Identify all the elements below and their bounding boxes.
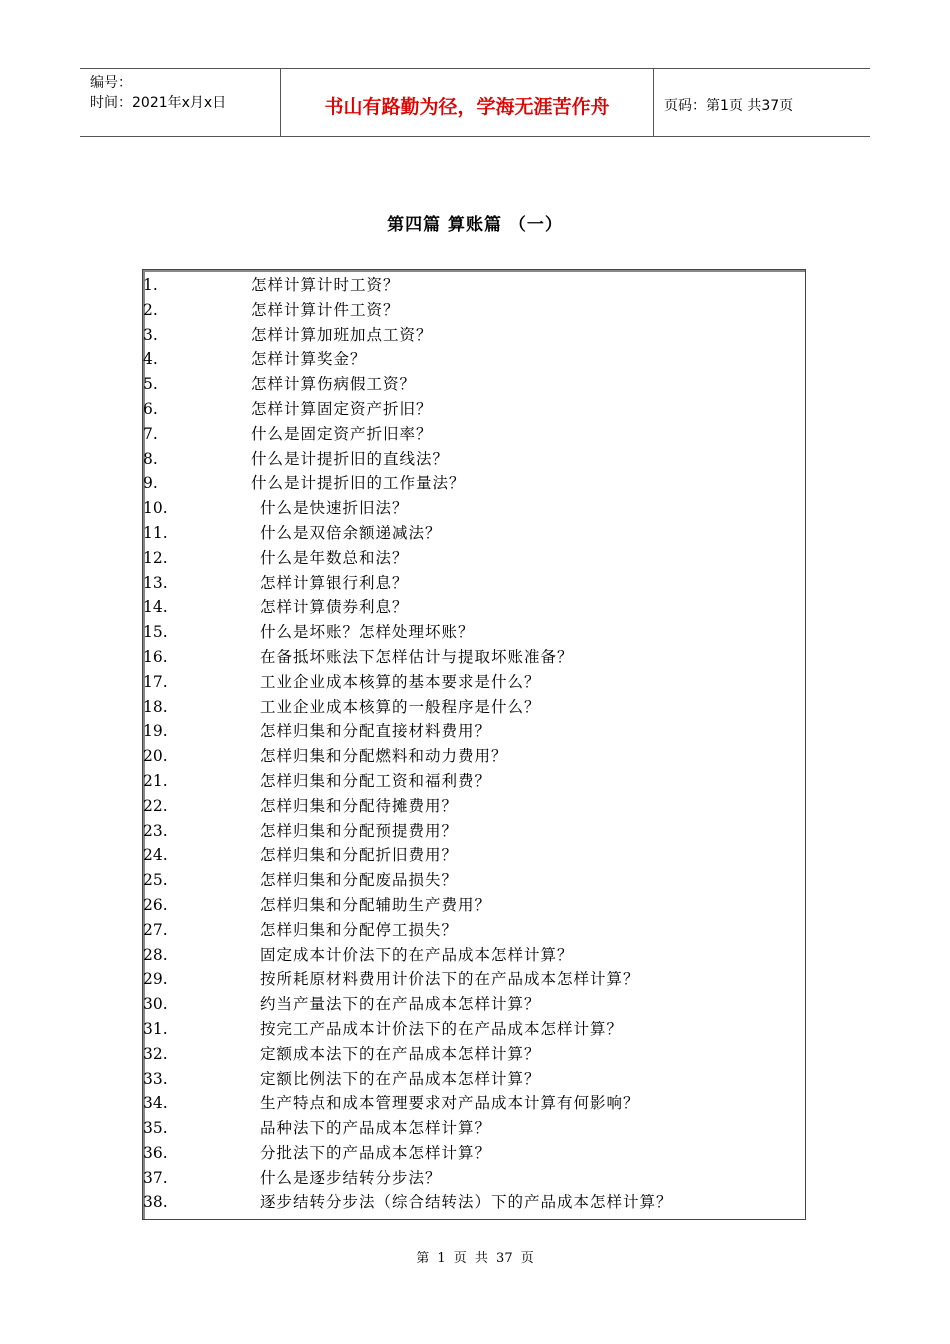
toc-item-number: 4. — [143, 350, 158, 369]
toc-item-number: 34. — [143, 1094, 168, 1113]
toc-item-number: 2. — [143, 300, 158, 319]
toc-item-number: 25. — [143, 871, 168, 890]
toc-item-title: 怎样计算计时工资？ — [251, 276, 400, 294]
toc-item-number: 29. — [143, 970, 168, 989]
toc-item-number: 8. — [143, 449, 158, 468]
toc-item — [143, 868, 805, 893]
toc-item — [143, 298, 805, 323]
toc-item — [143, 719, 805, 744]
toc-item-number: 13. — [143, 573, 168, 592]
toc-item-title: 工业企业成本核算的一般程序是什么？ — [260, 697, 541, 716]
toc-item-title: 在备抵坏账法下怎样估计与提取坏账准备？ — [260, 647, 574, 666]
toc-item-title: 按完工产品成本计价法下的在产品成本怎样计算？ — [260, 1019, 624, 1038]
toc-item-number: 10. — [143, 499, 168, 518]
toc-item — [143, 471, 805, 496]
toc-item — [143, 372, 805, 397]
toc-item-number: 20. — [143, 747, 168, 766]
toc-item — [143, 496, 805, 521]
toc-item-number: 3. — [143, 325, 158, 344]
toc-item — [143, 595, 805, 620]
table-of-contents — [142, 269, 806, 1220]
toc-item — [143, 967, 805, 992]
toc-item-title: 约当产量法下的在产品成本怎样计算？ — [260, 995, 541, 1014]
toc-item-number: 17. — [143, 672, 168, 691]
toc-item — [143, 1067, 805, 1092]
toc-item — [143, 546, 805, 571]
toc-item-title: 怎样归集和分配待摊费用？ — [260, 796, 459, 815]
header-page-info: 页码：第1页 共37页 — [664, 97, 794, 114]
toc-item-title: 什么是坏账？怎样处理坏账？ — [260, 623, 475, 642]
toc-item — [143, 744, 805, 769]
header-info-cell — [80, 69, 281, 136]
toc-item-title: 怎样计算加班加点工资？ — [251, 325, 433, 344]
toc-item-title: 怎样归集和分配辅助生产费用？ — [260, 895, 492, 914]
toc-item-number: 21. — [143, 771, 168, 790]
toc-item-title: 品种法下的产品成本怎样计算？ — [260, 1119, 492, 1138]
toc-item — [143, 893, 805, 918]
toc-item — [143, 1091, 805, 1116]
toc-item-title: 怎样归集和分配燃料和动力费用？ — [260, 747, 508, 766]
toc-item-number: 37. — [143, 1168, 168, 1187]
toc-item-title: 怎样计算奖金？ — [251, 350, 367, 369]
toc-item-number: 30. — [143, 995, 168, 1014]
toc-item-title: 什么是年数总和法？ — [260, 548, 409, 567]
toc-item-number: 15. — [143, 623, 168, 642]
toc-item — [143, 918, 805, 943]
toc-item-number: 22. — [143, 796, 168, 815]
toc-item-title: 怎样计算计件工资？ — [251, 300, 400, 319]
toc-item — [143, 521, 805, 546]
toc-item — [143, 992, 805, 1017]
page-footer: 第 1 页 共 37 页 — [416, 1251, 534, 1266]
toc-item — [143, 843, 805, 868]
toc-item — [143, 695, 805, 720]
toc-item-title: 什么是双倍余额递减法？ — [260, 523, 442, 542]
toc-item — [143, 323, 805, 348]
toc-item-title: 逐步结转分步法（综合结转法）下的产品成本怎样计算？ — [260, 1193, 673, 1212]
toc-item-title: 怎样归集和分配折旧费用？ — [260, 846, 459, 865]
toc-item — [143, 943, 805, 968]
toc-item-number: 5. — [143, 375, 158, 394]
toc-item-number: 32. — [143, 1044, 168, 1063]
toc-item-title: 怎样计算银行利息？ — [260, 573, 409, 592]
toc-item-title: 什么是固定资产折旧率？ — [251, 424, 433, 443]
toc-item-number: 38. — [143, 1193, 168, 1212]
toc-item-title: 按所耗原材料费用计价法下的在产品成本怎样计算？ — [260, 970, 640, 989]
toc-item-number: 7. — [143, 424, 158, 443]
toc-item — [143, 794, 805, 819]
toc-item — [143, 422, 805, 447]
toc-item-title: 怎样计算债券利息？ — [260, 598, 409, 617]
toc-item-number: 6. — [143, 399, 158, 418]
toc-item — [143, 1166, 805, 1191]
toc-item — [143, 397, 805, 422]
toc-item — [143, 645, 805, 670]
toc-item — [143, 447, 805, 472]
header-motto: 书山有路勤为径，学海无涯苦作舟 — [281, 69, 654, 136]
toc-item-title: 什么是计提折旧的工作量法？ — [251, 474, 466, 493]
number-label: 编号： — [90, 75, 132, 91]
toc-item-number: 11. — [143, 523, 168, 542]
toc-item — [143, 769, 805, 794]
toc-item-title: 怎样归集和分配直接材料费用？ — [260, 722, 492, 741]
toc-item-title: 什么是计提折旧的直线法？ — [251, 449, 450, 468]
toc-item-title: 怎样计算伤病假工资？ — [251, 375, 417, 394]
toc-item-number: 9. — [143, 474, 158, 493]
toc-item-number: 36. — [143, 1143, 168, 1162]
toc-item-title: 怎样归集和分配停工损失？ — [260, 920, 459, 939]
toc-item-number: 23. — [143, 821, 168, 840]
toc-item-number: 31. — [143, 1019, 168, 1038]
toc-item-number: 27. — [143, 920, 168, 939]
time-label: 时间：2021年x月x日 — [90, 95, 227, 111]
toc-item-number: 18. — [143, 697, 168, 716]
toc-item — [143, 347, 805, 372]
toc-item-number: 35. — [143, 1119, 168, 1138]
toc-item-number: 33. — [143, 1069, 168, 1088]
document-header — [80, 68, 870, 137]
page-title: 第四篇 算账篇 （一） — [387, 215, 563, 235]
toc-item-number: 16. — [143, 647, 168, 666]
toc-item — [143, 819, 805, 844]
toc-item-title: 怎样计算固定资产折旧？ — [251, 399, 433, 418]
toc-item-number: 1. — [143, 276, 158, 294]
toc-item-title: 定额比例法下的在产品成本怎样计算？ — [260, 1069, 541, 1088]
toc-item-number: 19. — [143, 722, 168, 741]
toc-item-title: 分批法下的产品成本怎样计算？ — [260, 1143, 492, 1162]
toc-item-number: 24. — [143, 846, 168, 865]
toc-item — [143, 571, 805, 596]
toc-item-title: 什么是快速折旧法？ — [260, 499, 409, 518]
toc-item-number: 14. — [143, 598, 168, 617]
toc-item — [143, 1190, 805, 1215]
toc-item-title: 怎样归集和分配废品损失？ — [260, 871, 459, 890]
toc-item-title: 定额成本法下的在产品成本怎样计算？ — [260, 1044, 541, 1063]
toc-item-number: 26. — [143, 895, 168, 914]
toc-item-title: 什么是逐步结转分步法？ — [260, 1168, 442, 1187]
toc-item-title: 怎样归集和分配工资和福利费？ — [260, 771, 492, 790]
toc-item-number: 12. — [143, 548, 168, 567]
toc-item — [143, 1116, 805, 1141]
toc-item-title: 固定成本计价法下的在产品成本怎样计算？ — [260, 945, 574, 964]
toc-item — [143, 1141, 805, 1166]
toc-item — [143, 273, 805, 298]
toc-item-title: 工业企业成本核算的基本要求是什么？ — [260, 672, 541, 691]
toc-item — [143, 620, 805, 645]
toc-item — [143, 1017, 805, 1042]
toc-item — [143, 1042, 805, 1067]
toc-item — [143, 670, 805, 695]
toc-item-number: 28. — [143, 945, 168, 964]
toc-item-title: 生产特点和成本管理要求对产品成本计算有何影响？ — [260, 1094, 640, 1113]
toc-item-title: 怎样归集和分配预提费用？ — [260, 821, 459, 840]
